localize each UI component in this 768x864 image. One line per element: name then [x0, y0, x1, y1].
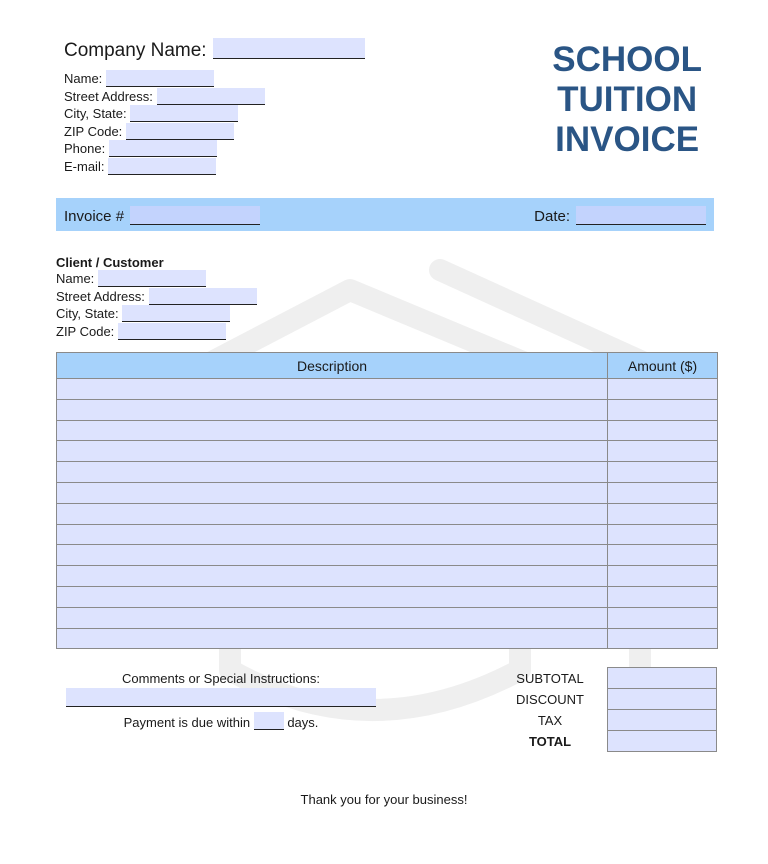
- sender-phone-field[interactable]: [109, 140, 217, 157]
- sender-name-label: Name:: [64, 71, 103, 86]
- sender-email-field[interactable]: [108, 158, 216, 175]
- column-header-description: Description: [57, 353, 608, 379]
- amount-cell[interactable]: [608, 503, 718, 524]
- amount-cell[interactable]: [608, 628, 718, 649]
- payment-days-field[interactable]: [254, 712, 284, 730]
- client-zip-label: ZIP Code:: [56, 323, 115, 339]
- sender-street-label: Street Address:: [64, 88, 153, 104]
- description-cell[interactable]: [57, 607, 608, 628]
- table-row: [57, 566, 718, 587]
- table-row: [57, 399, 718, 420]
- client-name-row: [56, 270, 257, 288]
- table-row: [57, 482, 718, 503]
- subtotal-field[interactable]: [607, 667, 717, 689]
- table-row: [57, 420, 718, 441]
- table-row: [57, 524, 718, 545]
- sender-name-field[interactable]: [106, 70, 214, 87]
- total-label: TOTAL: [528, 734, 572, 749]
- sender-zip-label: ZIP Code:: [64, 123, 123, 139]
- company-name-row: [64, 38, 365, 59]
- amount-cell[interactable]: [608, 399, 718, 420]
- totals-fields: [607, 667, 717, 752]
- totals-labels: [506, 670, 594, 754]
- description-cell[interactable]: [57, 482, 608, 503]
- table-row: [57, 462, 718, 483]
- table-row: [57, 441, 718, 462]
- table-row: [57, 607, 718, 628]
- comments-field[interactable]: [66, 688, 376, 707]
- sender-name-row: [64, 70, 265, 88]
- amount-cell[interactable]: [608, 566, 718, 587]
- date-label: Date:: [534, 208, 570, 225]
- table-row: [57, 586, 718, 607]
- amount-cell[interactable]: [608, 482, 718, 503]
- amount-cell[interactable]: [608, 420, 718, 441]
- sender-street-row: [64, 88, 265, 106]
- sender-city-label: City, State:: [64, 106, 127, 122]
- client-city-row: [56, 305, 257, 323]
- client-heading: Client / Customer: [56, 255, 164, 270]
- description-cell[interactable]: [57, 503, 608, 524]
- client-street-field[interactable]: [149, 288, 257, 305]
- sender-city-row: [64, 105, 265, 123]
- invoice-number-label: Invoice #: [64, 208, 125, 225]
- client-zip-row: [56, 323, 257, 341]
- table-row: [57, 545, 718, 566]
- sender-phone-label: Phone:: [64, 141, 106, 157]
- tax-field[interactable]: [607, 710, 717, 731]
- document-title: [552, 40, 702, 160]
- description-cell[interactable]: [57, 586, 608, 607]
- title-line-1: SCHOOL: [552, 40, 702, 79]
- table-row: [57, 379, 718, 400]
- table-row: [57, 503, 718, 524]
- description-cell[interactable]: [57, 420, 608, 441]
- tax-label: TAX: [537, 713, 563, 728]
- description-cell[interactable]: [57, 441, 608, 462]
- payment-prefix: Payment is due within: [123, 715, 251, 730]
- invoice-band: [56, 198, 714, 231]
- sender-email-row: [64, 158, 265, 176]
- table-row: [57, 628, 718, 649]
- date-group: [534, 206, 706, 225]
- sender-city-field[interactable]: [130, 105, 238, 122]
- column-header-amount: Amount ($): [608, 353, 718, 379]
- description-cell[interactable]: [57, 462, 608, 483]
- total-field[interactable]: [607, 731, 717, 752]
- client-street-label: Street Address:: [56, 288, 145, 304]
- client-street-row: [56, 288, 257, 306]
- client-city-field[interactable]: [122, 305, 230, 322]
- description-cell[interactable]: [57, 545, 608, 566]
- comments-label: Comments or Special Instructions:: [122, 671, 320, 686]
- client-zip-field[interactable]: [118, 323, 226, 340]
- thank-you-note: Thank you for your business!: [300, 792, 468, 807]
- invoice-number-group: [64, 206, 260, 225]
- amount-cell[interactable]: [608, 545, 718, 566]
- payment-terms: [66, 712, 376, 730]
- invoice-number-field[interactable]: [130, 206, 260, 225]
- line-items-table: [56, 352, 718, 649]
- amount-cell[interactable]: [608, 524, 718, 545]
- client-name-field[interactable]: [98, 270, 206, 287]
- discount-label: DISCOUNT: [516, 692, 584, 707]
- sender-zip-field[interactable]: [126, 123, 234, 140]
- title-line-3: INVOICE: [555, 120, 700, 159]
- discount-field[interactable]: [607, 689, 717, 710]
- client-info: [56, 255, 257, 340]
- payment-suffix: days.: [287, 715, 319, 730]
- title-line-2: TUITION: [557, 80, 698, 119]
- description-cell[interactable]: [57, 399, 608, 420]
- description-cell[interactable]: [57, 379, 608, 400]
- sender-info: [64, 70, 265, 176]
- client-city-label: City, State:: [56, 306, 119, 322]
- sender-zip-row: [64, 123, 265, 141]
- company-name-label: Company Name:: [64, 40, 207, 61]
- amount-cell[interactable]: [608, 441, 718, 462]
- description-cell[interactable]: [57, 566, 608, 587]
- amount-cell[interactable]: [608, 586, 718, 607]
- amount-cell[interactable]: [608, 379, 718, 400]
- sender-phone-row: [64, 140, 265, 158]
- subtotal-label: SUBTOTAL: [516, 671, 584, 686]
- date-field[interactable]: [576, 206, 706, 225]
- description-cell[interactable]: [57, 524, 608, 545]
- sender-email-label: E-mail:: [64, 158, 105, 174]
- table-header-row: [57, 353, 718, 379]
- description-cell[interactable]: [57, 628, 608, 649]
- company-name-field[interactable]: [213, 38, 365, 59]
- amount-cell[interactable]: [608, 462, 718, 483]
- client-name-label: Name:: [56, 271, 95, 286]
- sender-street-field[interactable]: [157, 88, 265, 105]
- amount-cell[interactable]: [608, 607, 718, 628]
